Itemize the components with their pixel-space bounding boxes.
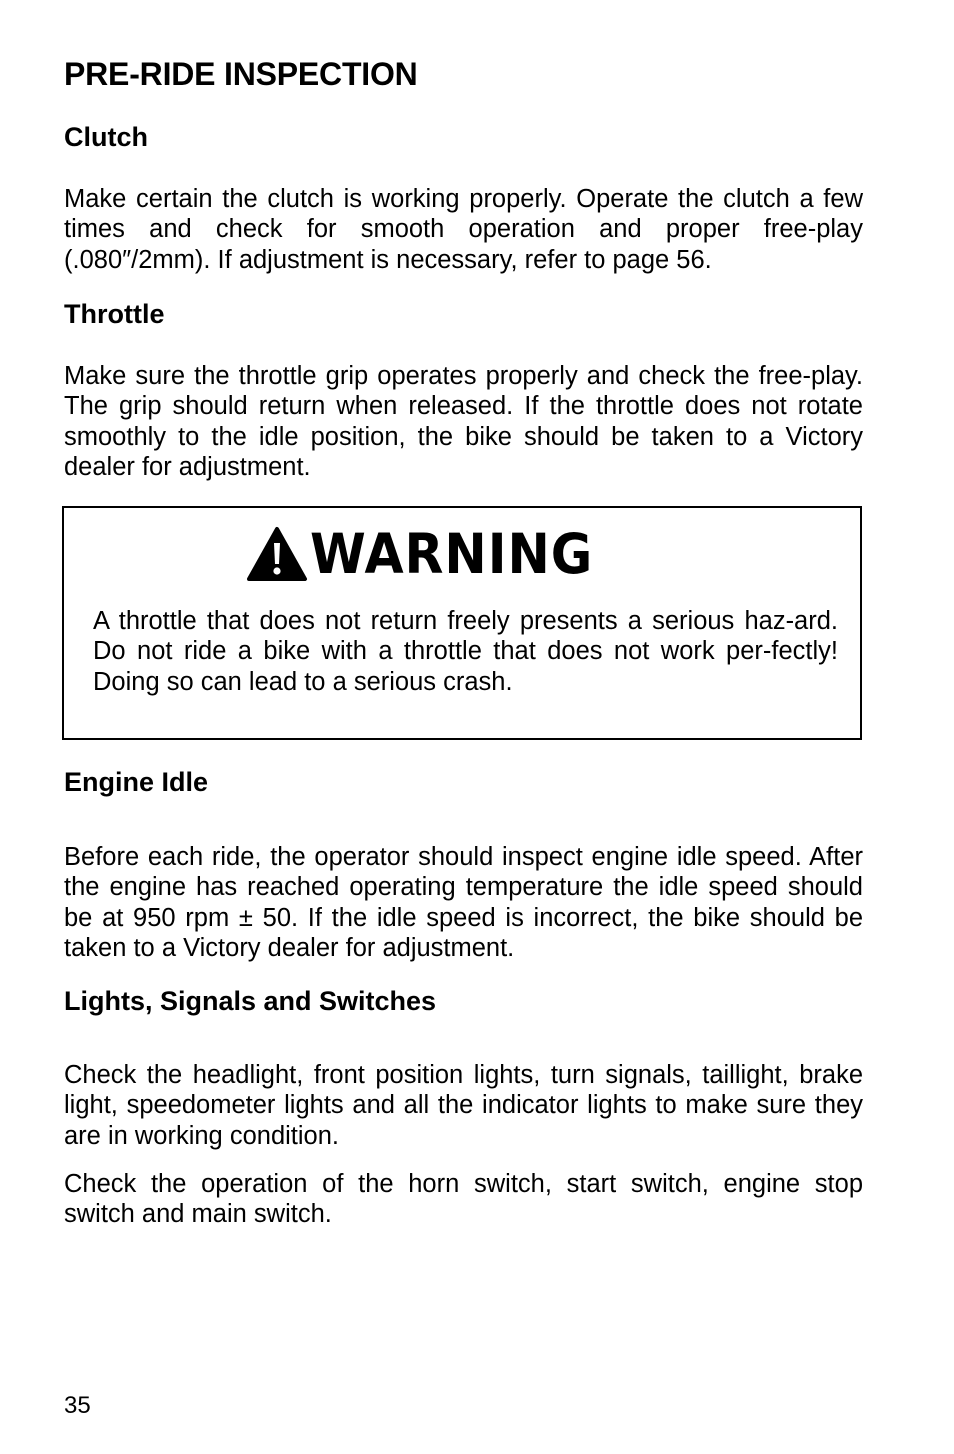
warning-header bbox=[246, 522, 618, 586]
warning-triangle-icon bbox=[246, 526, 308, 582]
page-title: PRE-RIDE INSPECTION bbox=[64, 56, 418, 92]
page-number: 35 bbox=[64, 1392, 91, 1419]
engine-idle-heading: Engine Idle bbox=[64, 767, 209, 797]
warning-title: WARNING bbox=[310, 522, 594, 586]
throttle-paragraph: Make sure the throttle grip operates properly and check the free-play. The grip should return when released. If the throttle does not rotate smoothly to the idle position, the bike should be taken to a Victory dealer for adjustment. bbox=[64, 362, 863, 481]
engine-idle-paragraph: Before each ride, the operator should inspect engine idle speed. After the engine has reached operating temperature the idle speed should be at 950 rpm ± 50. If the idle speed is incorrect, the bike should be taken to a Victory dealer for adjustment. bbox=[64, 843, 863, 962]
lights-paragraph-2: Check the operation of the horn switch, start switch, engine stop switch and main switch. bbox=[64, 1170, 863, 1229]
clutch-heading: Clutch bbox=[64, 122, 148, 152]
warning-box bbox=[62, 506, 862, 740]
clutch-paragraph: Make certain the clutch is working properly. Operate the clutch a few times and check for smooth operation and proper free-play (.080″/2mm). If adjustment is necessary, refer to page 56. bbox=[64, 185, 863, 274]
lights-heading: Lights, Signals and Switches bbox=[64, 986, 437, 1016]
throttle-heading: Throttle bbox=[64, 299, 165, 329]
lights-paragraph-1: Check the headlight, front position lights, turn signals, taillight, brake light, speedometer lights and all the indicator lights to make sure they are in working condition. bbox=[64, 1061, 863, 1150]
warning-text: A throttle that does not return freely presents a serious haz-ard. Do not ride a bike with a throttle that does not work per-fectly! Doing so can lead to a serious crash. bbox=[93, 607, 838, 696]
